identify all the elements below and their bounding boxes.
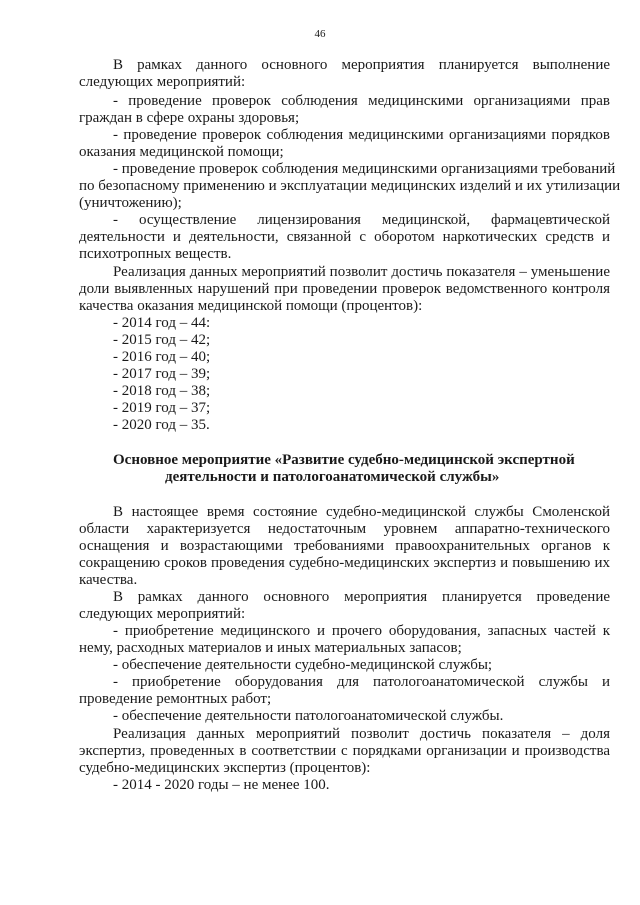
- text-line: - 2017 год – 39;: [113, 366, 211, 382]
- text-line: сокращению сроков проведения судебно-медицинских экспертиз и повышению их: [79, 555, 610, 571]
- text-line: качества.: [79, 572, 138, 588]
- text-line: психотропных веществ.: [79, 246, 232, 262]
- text-line: - 2020 год – 35.: [113, 417, 210, 433]
- text-line: - 2019 год – 37;: [113, 400, 211, 416]
- text-line: граждан в сфере охраны здоровья;: [79, 110, 300, 126]
- text-line: следующих мероприятий:: [79, 74, 246, 90]
- text-line: В рамках данного основного мероприятия планируется выполнение: [113, 57, 610, 73]
- text-line: - 2016 год – 40;: [113, 349, 211, 365]
- text-line: - 2015 год – 42;: [113, 332, 211, 348]
- text-line: - проведение проверок соблюдения медицинскими организациями порядков: [113, 127, 610, 143]
- text-line: В рамках данного основного мероприятия планируется проведение: [113, 589, 610, 605]
- text-line: деятельности и деятельности, связанной с оборотом наркотических средств и: [79, 229, 610, 245]
- text-line: - 2018 год – 38;: [113, 383, 211, 399]
- text-line: нему, расходных материалов и иных материальных запасов;: [79, 640, 462, 656]
- text-line: - приобретение оборудования для патологоанатомической службы и: [113, 674, 610, 690]
- text-line: - осуществление лицензирования медицинской, фармацевтической: [113, 212, 610, 228]
- text-line: судебно-медицинских экспертиз (процентов):: [79, 760, 371, 776]
- text-line: проведение ремонтных работ;: [79, 691, 272, 707]
- text-line: - обеспечение деятельности судебно-медицинской службы;: [113, 657, 493, 673]
- text-line: - 2014 год – 44:: [113, 315, 211, 331]
- text-line: по безопасному применению и эксплуатации медицинских изделий и их утилизации: [79, 178, 621, 194]
- page-number: 46: [314, 28, 326, 40]
- section-heading-line: деятельности и патологоанатомической службы»: [165, 469, 500, 485]
- text-line: - приобретение медицинского и прочего оборудования, запасных частей к: [113, 623, 610, 639]
- text-line: области характеризуется недостаточным уровнем аппаратно-технического: [79, 521, 610, 537]
- text-line: доли выявленных нарушений при проведении проверок ведомственного контроля: [79, 281, 610, 297]
- text-line: - проведение проверок соблюдения медицинскими организациями требований: [113, 161, 616, 177]
- text-line: Реализация данных мероприятий позволит достичь показателя – уменьшение: [113, 264, 610, 280]
- text-line: - 2014 - 2020 годы – не менее 100.: [113, 777, 330, 793]
- text-line: экспертиз, проведенных в соответствии с порядками организации и производства: [79, 743, 610, 759]
- text-line: оснащения и возрастающими требованиями правоохранительных органов к: [79, 538, 610, 554]
- text-line: следующих мероприятий:: [79, 606, 246, 622]
- text-line: Реализация данных мероприятий позволит достичь показателя – доля: [113, 726, 610, 742]
- text-line: - проведение проверок соблюдения медицинскими организациями прав: [113, 93, 610, 109]
- text-line: оказания медицинской помощи;: [79, 144, 284, 160]
- text-line: качества оказания медицинской помощи (процентов):: [79, 298, 423, 314]
- section-heading-line: Основное мероприятие «Развитие судебно-медицинской экспертной: [113, 452, 575, 468]
- text-line: В настоящее время состояние судебно-медицинской службы Смоленской: [113, 504, 610, 520]
- text-line: (уничтожению);: [79, 195, 182, 211]
- text-line: - обеспечение деятельности патологоанатомической службы.: [113, 708, 504, 724]
